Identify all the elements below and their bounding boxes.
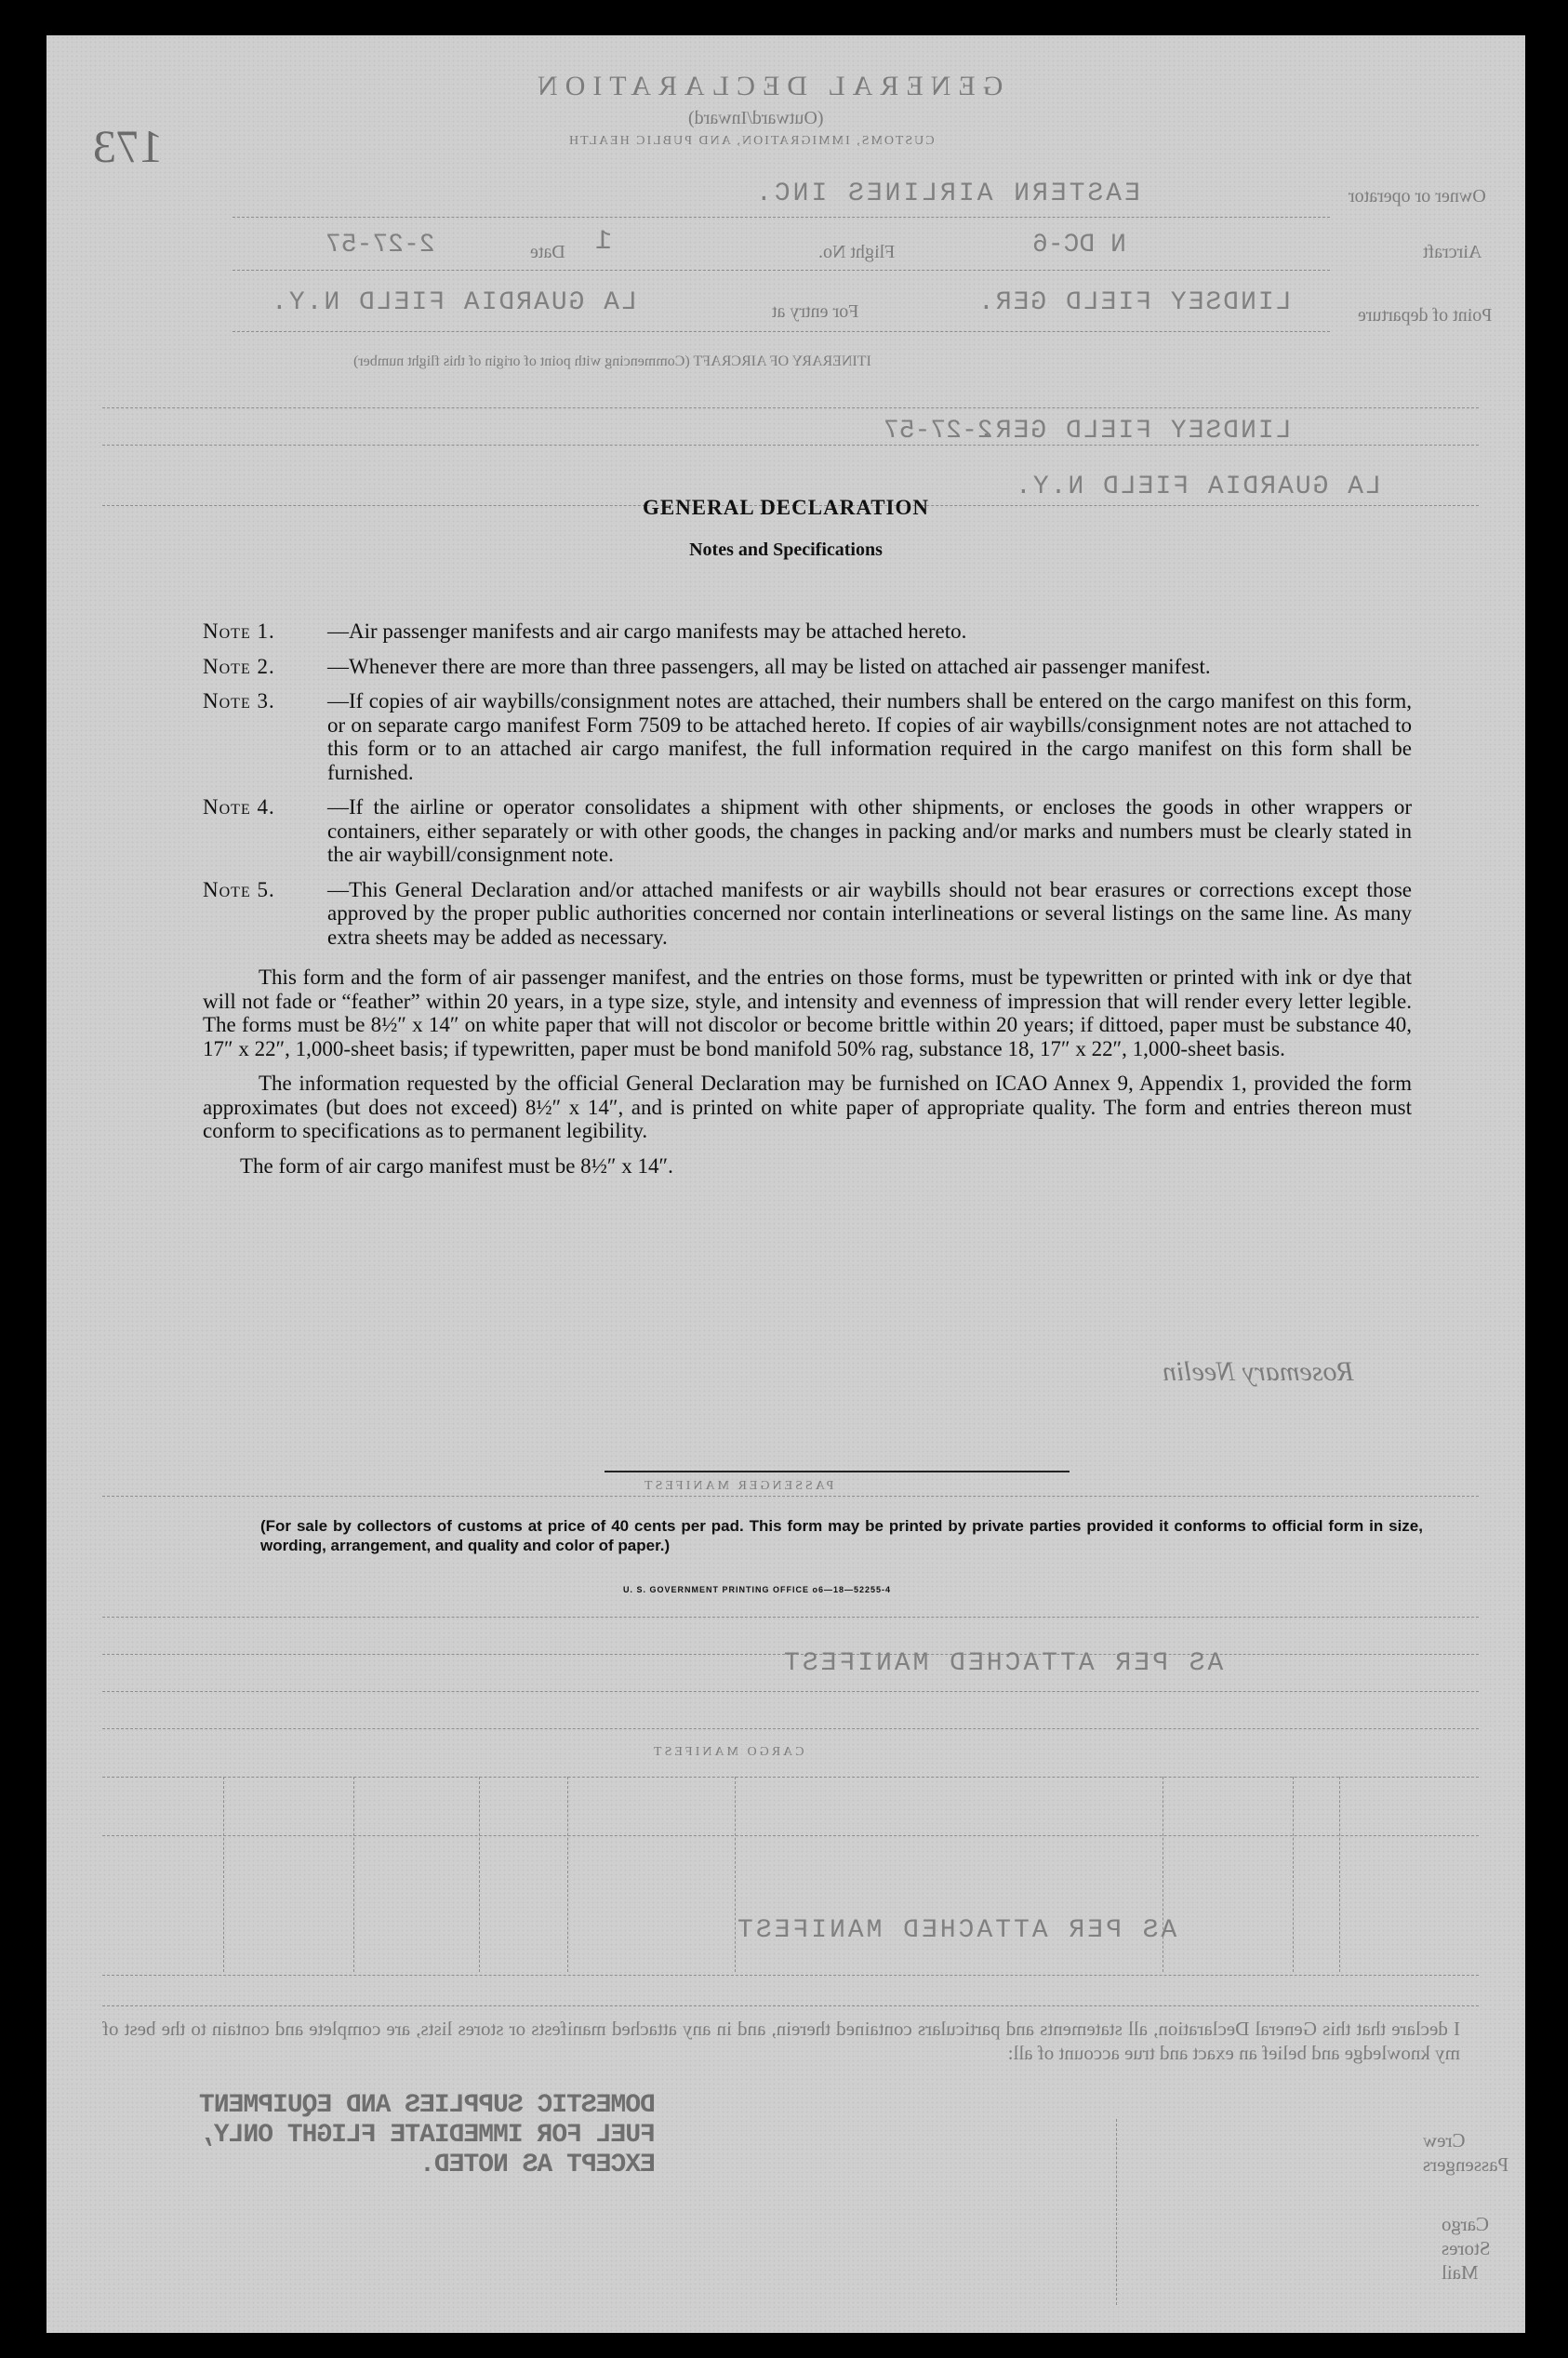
page-title: GENERAL DECLARATION bbox=[642, 496, 930, 519]
bleed-flight-label: Flight No. bbox=[818, 242, 896, 262]
bleed-cargo-manifest: CARGO MANIFEST bbox=[651, 1745, 804, 1759]
bleed-departure-value: LINDSEY FIELD GER. bbox=[977, 288, 1292, 317]
note-5 bbox=[203, 878, 1412, 950]
divider-rule bbox=[605, 1471, 1070, 1472]
bleed-as-per-attached-1: AS PER ATTACHED MANIFEST bbox=[781, 1649, 1224, 1678]
bleed-departure-label: Point of departure bbox=[1358, 305, 1493, 326]
bleed-as-per-attached-2: AS PER ATTACHED MANIFEST bbox=[735, 1916, 1177, 1945]
bleed-owner-value: EASTERN AIRLINES INC. bbox=[753, 180, 1140, 208]
bleed-entry-label: For entry at bbox=[772, 301, 859, 322]
bleed-header-sub: (Outward/Inward) bbox=[688, 108, 824, 128]
bleed-itin-2: LA GUARDIA FIELD N.Y. bbox=[1014, 473, 1381, 501]
page-subtitle: Notes and Specifications bbox=[689, 540, 883, 560]
bleed-stamp: DOMESTIC SUPPLIES AND EQUIPMENT FUEL FOR IMMEDIATE FLIGHT ONLY, EXCEPT AS NOTED. bbox=[200, 2091, 656, 2179]
note-label: Note 1. bbox=[203, 619, 275, 643]
bleed-itinerary: ITINERARY OF AIRCRAFT (Commencing with point of origin of this flight number) bbox=[353, 353, 871, 369]
note-4 bbox=[203, 795, 1412, 867]
bleed-crew-pass: Crew Passengers bbox=[1423, 2129, 1509, 2176]
note-label: Note 4. bbox=[203, 795, 275, 819]
bleed-header-title: GENERAL DECLARATION bbox=[530, 71, 1003, 101]
bleed-signer: Rosemary Neelin bbox=[1163, 1356, 1354, 1387]
bleed-aircraft-label: Aircraft bbox=[1423, 242, 1482, 262]
bleed-passenger-manifest: PASSENGER MANIFEST bbox=[642, 1479, 834, 1493]
bleed-itin-1-date: 2-27-57 bbox=[884, 417, 993, 446]
bleed-aircraft-value: N DC-6 bbox=[1032, 231, 1126, 260]
bleed-flight-value: 1 bbox=[595, 226, 613, 258]
gpo-line: U. S. GOVERNMENT PRINTING OFFICE o6—18—52255-4 bbox=[623, 1585, 892, 1594]
note-text: —If the airline or operator consolidates a shipment with other shipments, or encloses the goods in other wrappers or containers, either separately or with other goods, the changes in packing and/or marks and numbers must be clearly stated in the air waybill/consignment note. bbox=[327, 795, 1412, 866]
note-text: —Air passenger manifests and air cargo manifests may be attached hereto. bbox=[327, 619, 967, 643]
note-text: —This General Declaration and/or attached manifests or air waybills should not bear erasures or corrections except those approved by the proper public authorities concerned nor contain interlineations or several listings on the same line. As many extra sheets may be added as necessary. bbox=[327, 877, 1412, 949]
note-label: Note 2. bbox=[203, 654, 275, 678]
bleed-header-agency: CUSTOMS, IMMIGRATION, AND PUBLIC HEALTH bbox=[567, 134, 935, 148]
paragraph-cargo-size: The form of air cargo manifest must be 8½″ x 14″. bbox=[240, 1153, 673, 1178]
paragraph-typewritten: This form and the form of air passenger manifest, and the entries on those forms, must be typewritten or printed with ink or dye that will not fade or “feather” within 20 years, in a type size, style, and intensity and evenness of impression that will render every letter legible. The forms must be 8½″ x 14″ on white paper that will not discolor or become brittle within 20 years; if dittoed, paper must be substance 40, 17″ x 22″, 1,000-sheet basis; if typewritten, paper must be bond manifold 50% rag, substance 18, 17″ x 22″, 1,000-sheet basis. bbox=[203, 966, 1412, 1060]
page-number: 173 bbox=[93, 120, 163, 172]
document-page bbox=[47, 35, 1525, 2333]
notes-section bbox=[203, 619, 1412, 1189]
note-2 bbox=[203, 655, 1412, 679]
paragraph-icao: The information requested by the official General Declaration may be furnished on ICAO Annex 9, Appendix 1, provided the form approximates (but does not exceed) 8½″ x 14″, and is printed on white paper of appropriate quality. The form and entries thereon must conform to specifications as to permanent legibility. bbox=[203, 1072, 1412, 1142]
bleed-entry-value: LA GUARDIA FIELD N.Y. bbox=[270, 288, 637, 317]
sale-notice: (For sale by collectors of customs at price of 40 cents per pad. This form may be printed by private parties provided it conforms to official form in size, wording, arrangement, and quality and color of paper.) bbox=[260, 1517, 1423, 1554]
bleed-date-label: Date bbox=[530, 242, 565, 262]
note-text: —If copies of air waybills/consignment notes are attached, their numbers shall be entered on the cargo manifest on this form, or on separate cargo manifest Form 7509 to be attached hereto. If copies of air waybills/consignment notes are not attached to this form or to an attached air cargo manifest, the full information required in the cargo manifest on this form shall be furnished. bbox=[327, 689, 1412, 784]
note-label: Note 3. bbox=[203, 689, 275, 713]
bleed-itin-1: LINDSEY FIELD GER. bbox=[977, 417, 1292, 446]
note-text: —Whenever there are more than three passengers, all may be listed on attached air passenger manifest. bbox=[327, 654, 1211, 678]
note-1 bbox=[203, 619, 1412, 644]
bleed-owner-label: Owner or operator bbox=[1349, 186, 1486, 206]
note-3 bbox=[203, 689, 1412, 784]
bleed-date-value: 2-27-57 bbox=[326, 231, 435, 260]
bleed-declaration: I declare that this General Declaration, all statements and particulars contained therein, and in any attached manifests or stores lists, are complete and contain to the best of my knowledge and belief an exact and true account of all: bbox=[102, 2018, 1460, 2064]
bleed-cargo-stores-mail: Cargo Stores Mail bbox=[1442, 2213, 1491, 2284]
note-label: Note 5. bbox=[203, 877, 275, 901]
